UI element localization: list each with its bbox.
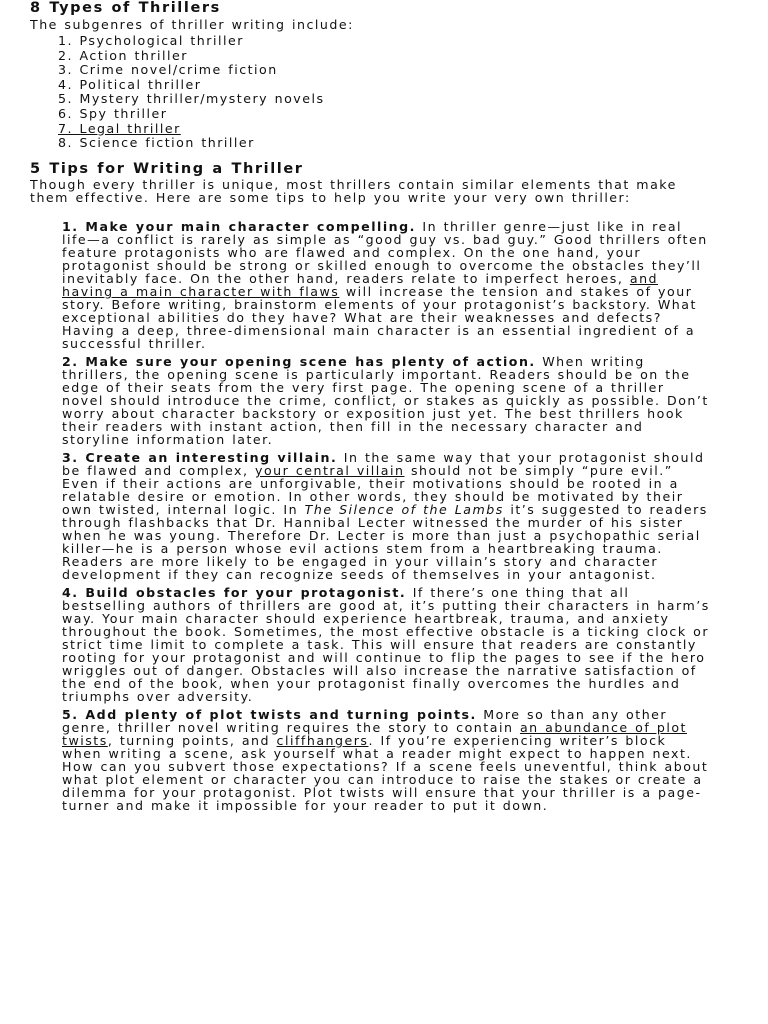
tips-list	[62, 220, 710, 817]
list-item: 1. Psychological thriller	[58, 33, 244, 48]
list-item-legal-thriller-link[interactable]	[58, 122, 325, 137]
cliffhangers-link[interactable]: cliffhangers	[276, 733, 369, 748]
main-character-flaws-link[interactable]: and having a main character with flaws	[62, 271, 659, 299]
tip-5-text-a: More so than any other genre, thriller novel writing requires the story to contain	[62, 707, 668, 735]
tip-4-title: 4. Build obstacles for your protagonist.	[62, 585, 407, 600]
tips-intro: Though every thriller is unique, most thrillers contain similar elements that make them effective. Here are some tips to help you write your very own thriller:	[30, 177, 677, 205]
types-list	[58, 34, 325, 151]
tip-2-title: 2. Make sure your opening scene has plenty of action.	[62, 354, 536, 369]
tip-1-text-a: In thriller genre—just like in real life—a conflict is rarely as simple as “good guy vs. bad guy.” Good thrillers often feature protagonists who are flawed and complex. On the one hand, your protagonist should be strong or skilled enough to overcome the obstacles they’ll inevitably face. On the other hand, readers relate to imperfect heroes,	[62, 219, 708, 286]
tip-3-text-b: should not be simply “pure evil.” Even if their actions are unforgivable, their motivations should be rooted in a relatable desire or emotion. In other words, they should be motivated by their own twisted, internal logic. In	[62, 463, 684, 517]
tip-5	[62, 708, 710, 812]
tip-1-text-b: will increase the tension and stakes of your story. Before writing, brainstorm elements of your protagonist’s backstory. What exceptional abilities do they have? What are their weaknesses and defects? Having a deep, three-dimensional main character is an essential ingredient of a successful thriller.	[62, 284, 697, 351]
tip-3-text-c: it’s suggested to readers through flashbacks that Dr. Hannibal Lecter witnessed the murder of his sister when he was young. Therefore Dr. Lecter is more than just a psychopathic serial killer—he is a person whose evil actions stem from a heartbreaking trauma. Readers are more likely to be engaged in your villain’s story and character development if they can recognize seeds of themselves in your antagonist.	[62, 502, 708, 582]
tip-3-title: 3. Create an interesting villain.	[62, 450, 338, 465]
list-item: 4. Political thriller	[58, 76, 202, 92]
list-item: 3. Crime novel/crime fiction	[58, 62, 278, 78]
tip-2-text: When writing thrillers, the opening scene is particularly important. Readers should be on the edge of their seats from the very first page. The opening scene of a thriller novel should introduce the crime, conflict, or stakes as quickly as possible. Don’t worry about character backstory or exposition just yet. The best thrillers hook their readers with instant action, then fill in the necessary character and storyline information later.	[62, 354, 709, 447]
tip-5-title: 5. Add plenty of plot twists and turning points.	[62, 707, 477, 722]
book-title: The Silence of the Lambs	[304, 502, 504, 517]
list-item: 6. Spy thriller	[58, 105, 168, 121]
tip-1	[62, 220, 710, 350]
central-villain-link[interactable]: your central villain	[255, 463, 405, 478]
list-item: 2. Action thriller	[58, 47, 188, 63]
tip-3	[62, 451, 710, 581]
tips-heading: 5 Tips for Writing a Thriller	[30, 161, 304, 177]
types-heading: 8 Types of Thrillers	[30, 0, 221, 16]
tip-5-text-c: . If you’re experiencing writer’s block when writing a scene, ask yourself what a reader might expect to happen next. How can you subvert those expectations? If a scene feels uneventful, think about what plot element or character you can introduce to raise the stakes or create a dilemma for your protagonist. Plot twists will ensure that your thriller is a page-turner and make it impossible for your reader to put it down.	[62, 733, 709, 813]
legal-thriller-link[interactable]: 7. Legal thriller	[58, 120, 181, 136]
types-intro: The subgenres of thriller writing include:	[30, 17, 354, 32]
tip-4	[62, 586, 710, 703]
tip-4-text: If there’s one thing that all bestselling authors of thrillers are good at, it’s putting their characters in harm’s way. Your main character should experience heartbreak, trauma, and anxiety throughout the book. Sometimes, the most effective obstacle is a ticking clock or strict time limit to complete a task. This will ensure that readers are constantly rooting for your protagonist and will continue to flip the pages to see if the hero wriggles out of danger. Obstacles will also increase the narrative satisfaction of the end of the book, when your protagonist finally overcomes the hurdles and triumphs over adversity.	[62, 585, 710, 704]
list-item: 5. Mystery thriller/mystery novels	[58, 91, 325, 107]
tip-3-text-a: In the same way that your protagonist should be flawed and complex,	[62, 450, 705, 478]
plot-twists-link[interactable]: an abundance of plot twists	[62, 720, 687, 748]
list-item: 8. Science fiction thriller	[58, 135, 255, 151]
tip-5-text-b: , turning points, and	[107, 733, 277, 748]
tip-2	[62, 355, 710, 446]
tip-1-title: 1. Make your main character compelling.	[62, 219, 416, 234]
